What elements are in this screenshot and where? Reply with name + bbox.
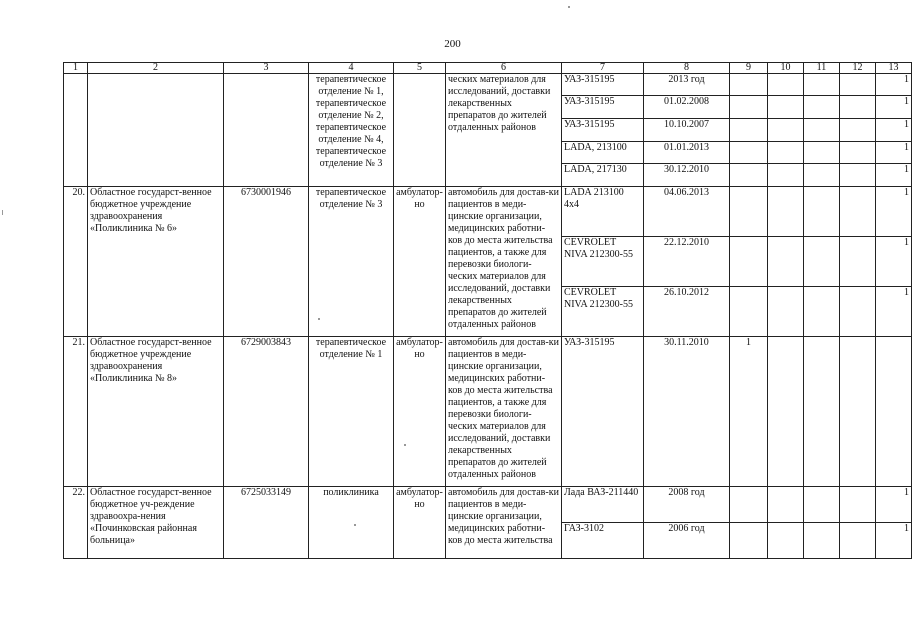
cell — [768, 287, 804, 337]
count-cell: 1 — [876, 523, 912, 559]
cell — [804, 237, 840, 287]
col-header: 1 — [64, 63, 88, 74]
cell — [840, 287, 876, 337]
header-row — [64, 63, 912, 74]
row-number: 22. — [64, 487, 88, 559]
purpose: автомобиль для достав-ки пациентов в меди-цинские организации, медицинских работни-ков до места жительства — [446, 487, 562, 559]
inn — [224, 74, 309, 187]
cell — [840, 164, 876, 187]
cell — [730, 487, 768, 523]
department: терапевтическое отделение № 1 — [309, 337, 394, 487]
vehicle-model: УАЗ-315195 — [562, 74, 644, 96]
margin-mark — [2, 210, 3, 215]
vehicle-date: 2008 год — [644, 487, 730, 523]
col-header: 5 — [394, 63, 446, 74]
col-header: 3 — [224, 63, 309, 74]
cell — [768, 142, 804, 164]
col-header: 10 — [768, 63, 804, 74]
service-type: амбулатор-но — [394, 487, 446, 559]
table-row — [64, 74, 912, 96]
row-number — [64, 74, 88, 187]
col-header: 2 — [88, 63, 224, 74]
scan-speck — [568, 6, 570, 8]
vehicle-date: 22.12.2010 — [644, 237, 730, 287]
count-cell: 1 — [876, 74, 912, 96]
cell — [768, 74, 804, 96]
cell — [840, 523, 876, 559]
cell — [840, 187, 876, 237]
count-cell: 1 — [876, 187, 912, 237]
cell — [768, 96, 804, 119]
service-type — [394, 74, 446, 187]
vehicle-model: CEVROLET NIVA 212300-55 — [562, 237, 644, 287]
vehicle-date: 30.12.2010 — [644, 164, 730, 187]
cell — [730, 287, 768, 337]
cell — [768, 164, 804, 187]
cell — [730, 142, 768, 164]
cell — [804, 187, 840, 237]
vehicle-model: ГАЗ-3102 — [562, 523, 644, 559]
col-header: 12 — [840, 63, 876, 74]
vehicle-table — [63, 62, 912, 559]
vehicle-model: LADA 213100 4x4 — [562, 187, 644, 237]
vehicle-date: 26.10.2012 — [644, 287, 730, 337]
vehicle-model: УАЗ-315195 — [562, 337, 644, 487]
col-header: 6 — [446, 63, 562, 74]
table-row — [64, 487, 912, 523]
vehicle-model: УАЗ-315195 — [562, 96, 644, 119]
inn: 6725033149 — [224, 487, 309, 559]
count-cell: 1 — [876, 287, 912, 337]
department: поликлиника — [309, 487, 394, 559]
cell — [840, 74, 876, 96]
vehicle-model: LADA, 213100 — [562, 142, 644, 164]
cell — [840, 337, 876, 487]
cell — [804, 142, 840, 164]
cell — [840, 119, 876, 142]
vehicle-date: 01.01.2013 — [644, 142, 730, 164]
vehicle-model: Лада ВАЗ-211440 — [562, 487, 644, 523]
page-number: 200 — [444, 38, 461, 50]
count-cell: 1 — [730, 337, 768, 487]
organization: Областное государст-венное бюджетное учреждение здравоохранения «Поликлиника № 8» — [88, 337, 224, 487]
col-header: 13 — [876, 63, 912, 74]
count-cell: 1 — [876, 487, 912, 523]
cell — [804, 119, 840, 142]
count-cell: 1 — [876, 237, 912, 287]
col-header: 8 — [644, 63, 730, 74]
cell — [804, 96, 840, 119]
cell — [876, 337, 912, 487]
cell — [768, 337, 804, 487]
col-header: 7 — [562, 63, 644, 74]
vehicle-date: 2013 год — [644, 74, 730, 96]
cell — [768, 523, 804, 559]
department: терапевтическое отделение № 3 — [309, 187, 394, 337]
cell — [768, 119, 804, 142]
cell — [768, 487, 804, 523]
cell — [840, 96, 876, 119]
service-type: амбулатор-но — [394, 337, 446, 487]
cell — [804, 337, 840, 487]
count-cell: 1 — [876, 164, 912, 187]
purpose: ческих материалов для исследований, доставки лекарственных препаратов до жителей отдаленных районов — [446, 74, 562, 187]
purpose: автомобиль для достав-ки пациентов в меди-цинские организации, медицинских работни-ков до места жительства пациентов, а также для перевозки биологи-ческих материалов для исследований, доставки лекарственных препаратов до жителей отдаленных районов — [446, 187, 562, 337]
vehicle-model: УАЗ-315195 — [562, 119, 644, 142]
vehicle-model: LADA, 217130 — [562, 164, 644, 187]
vehicle-date: 04.06.2013 — [644, 187, 730, 237]
cell — [804, 164, 840, 187]
cell — [730, 74, 768, 96]
cell — [768, 237, 804, 287]
cell — [730, 523, 768, 559]
cell — [768, 187, 804, 237]
count-cell: 1 — [876, 119, 912, 142]
col-header: 9 — [730, 63, 768, 74]
cell — [730, 237, 768, 287]
cell — [804, 523, 840, 559]
vehicle-date: 30.11.2010 — [644, 337, 730, 487]
purpose: автомобиль для достав-ки пациентов в меди-цинские организации, медицинских работни-ков до места жительства пациентов, а также для перевозки биологи-ческих материалов для исследований, доставки лекарственных препаратов до жителей отдаленных районов — [446, 337, 562, 487]
count-cell: 1 — [876, 142, 912, 164]
col-header: 4 — [309, 63, 394, 74]
row-number: 21. — [64, 337, 88, 487]
cell — [730, 187, 768, 237]
cell — [804, 287, 840, 337]
cell — [804, 487, 840, 523]
organization: Областное государст-венное бюджетное уч-реждение здравоохра-нения «Починковская районная больница» — [88, 487, 224, 559]
vehicle-date: 10.10.2007 — [644, 119, 730, 142]
cell — [730, 96, 768, 119]
row-number: 20. — [64, 187, 88, 337]
cell — [730, 164, 768, 187]
count-cell: 1 — [876, 96, 912, 119]
vehicle-model: CEVROLET NIVA 212300-55 — [562, 287, 644, 337]
cell — [840, 237, 876, 287]
cell — [840, 142, 876, 164]
table-row — [64, 337, 912, 487]
col-header: 11 — [804, 63, 840, 74]
cell — [730, 119, 768, 142]
table-row — [64, 187, 912, 237]
inn: 6730001946 — [224, 187, 309, 337]
cell — [840, 487, 876, 523]
organization — [88, 74, 224, 187]
service-type: амбулатор-но — [394, 187, 446, 337]
vehicle-date: 2006 год — [644, 523, 730, 559]
vehicle-date: 01.02.2008 — [644, 96, 730, 119]
cell — [804, 74, 840, 96]
inn: 6729003843 — [224, 337, 309, 487]
organization: Областное государст-венное бюджетное учреждение здравоохранения «Поликлиника № 6» — [88, 187, 224, 337]
department: терапевтическое отделение № 1, терапевтическое отделение № 2, терапевтическое отделение № 4, терапевтическое отделение № 3 — [309, 74, 394, 187]
